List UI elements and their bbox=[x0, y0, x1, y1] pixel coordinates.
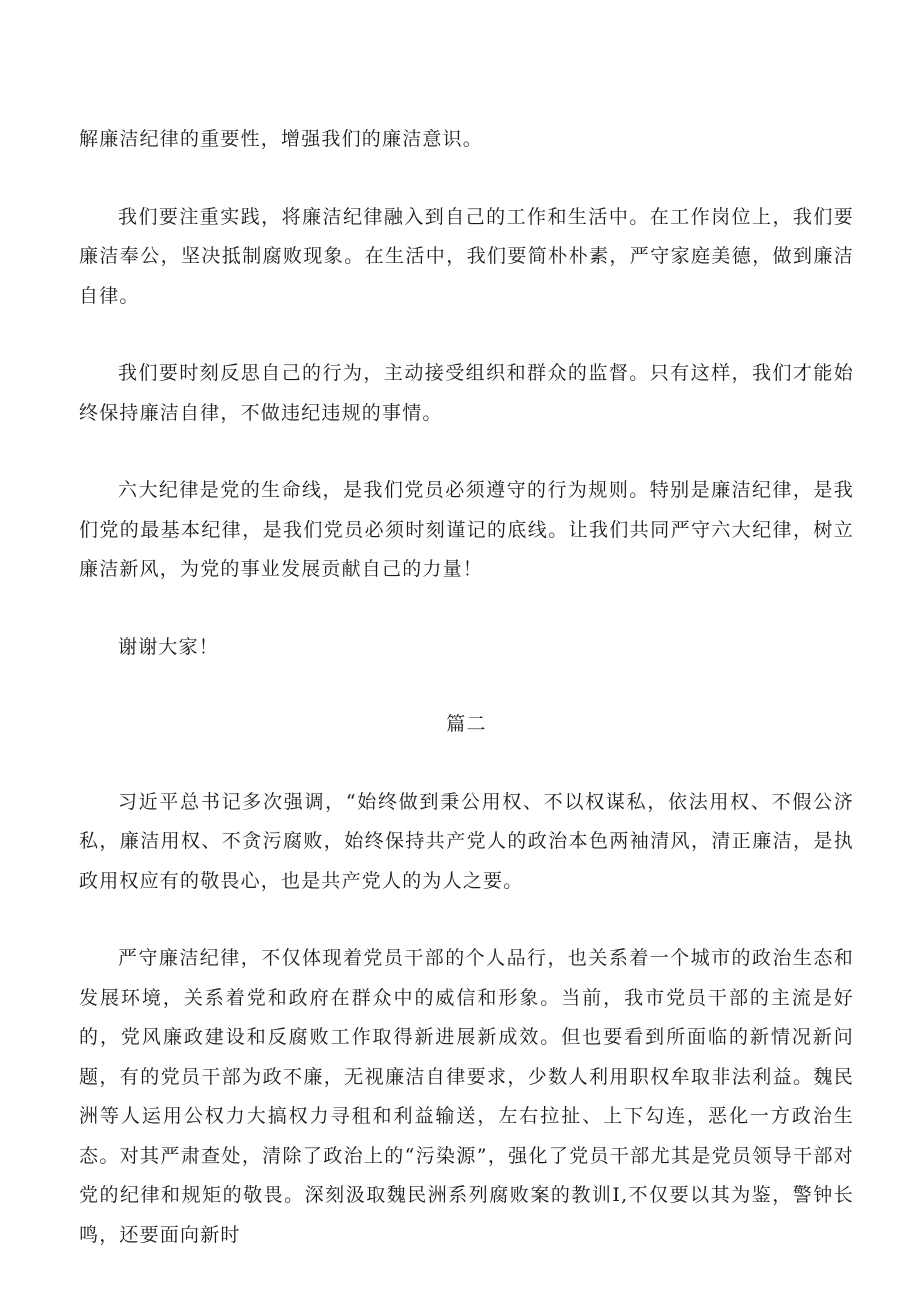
paragraph-reflection: 我们要时刻反思自己的行为，主动接受组织和群众的监督。只有这样，我们才能始终保持廉洁自律，不做违纪违规的事情。 bbox=[79, 362, 854, 424]
paragraph-continuation: 解廉洁纪律的重要性，增强我们的廉洁意识。 bbox=[79, 128, 484, 150]
section-title: 篇二 bbox=[446, 713, 487, 735]
paragraph-practice: 我们要注重实践，将廉洁纪律融入到自己的工作和生活中。在工作岗位上，我们要廉洁奉公，坚决抵制腐败现象。在生活中，我们要简朴朴素，严守家庭美德，做到廉洁自律。 bbox=[79, 205, 854, 307]
document-page bbox=[79, 120, 854, 1255]
paragraph-quote: 习近平总书记多次强调，“始终做到秉公用权、不以权谋私，依法用权、不假公济私，廉洁用权、不贪污腐败，始终保持共产党人的政治本色两袖清风，清正廉洁，是执政用权应有的敬畏心，也是共产党人的为人之要。 bbox=[79, 790, 854, 892]
paragraph-six-disciplines: 六大纪律是党的生命线，是我们党员必须遵守的行为规则。特别是廉洁纪律，是我们党的最基本纪律，是我们党员必须时刻谨记的底线。让我们共同严守六大纪律，树立廉洁新风，为党的事业发展贡献自己的力量！ bbox=[79, 479, 854, 580]
paragraph-thanks: 谢谢大家！ bbox=[118, 635, 220, 658]
paragraph-integrity: 严守廉洁纪律，不仅体现着党员干部的个人品行，也关系着一个城市的政治生态和发展环境，关系着党和政府在群众中的威信和形象。当前，我市党员干部的主流是好的，党风廉政建设和反腐败工作取得新进展新成效。但也要看到所面临的新情况新问题，有的党员干部为政不廉，无视廉洁自律要求，少数人利用职权牟取非法利益。魏民洲等人运用公权力大搞权力寻租和利益输送，左右拉扯、上下勾连，恶化一方政治生态。对其严肃查处，清除了政治上的“污染源”，强化了党员干部尤其是党员领导干部对党的纪律和规矩的敬畏。深刻汲取魏民洲系列腐败案的教训I,不仅要以其为鉴，警钟长鸣，还要面向新时 bbox=[79, 947, 854, 1246]
